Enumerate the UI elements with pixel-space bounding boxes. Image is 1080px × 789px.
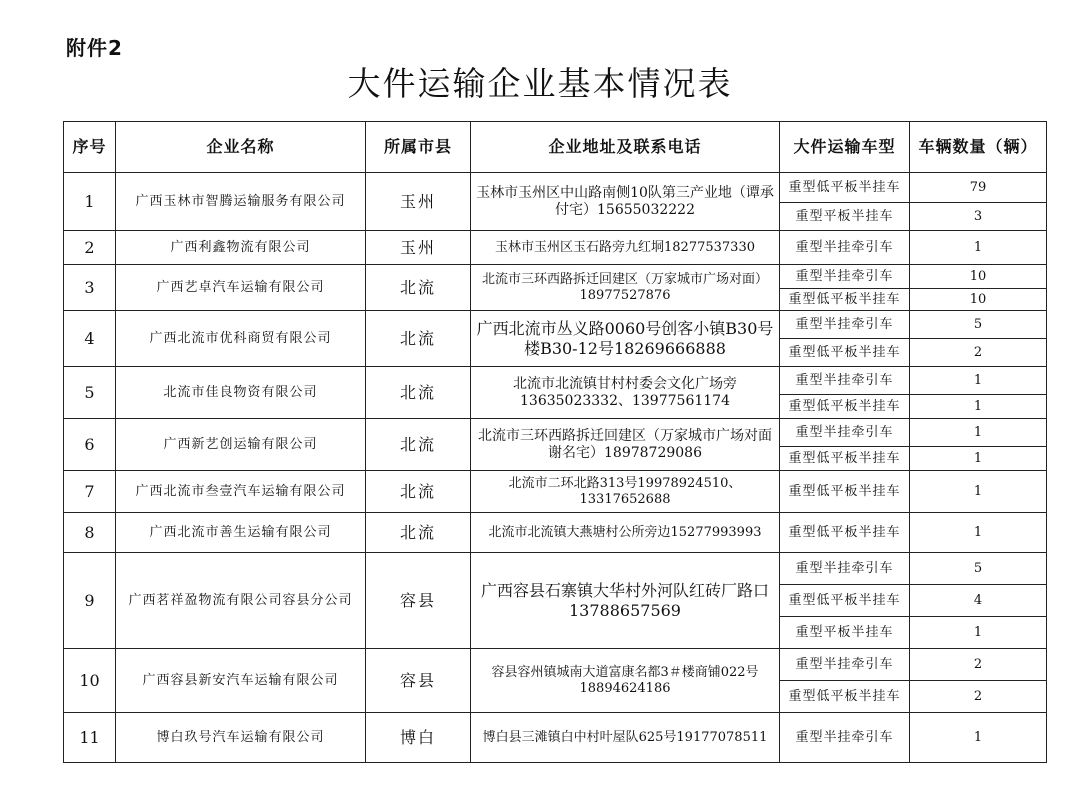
company-address: 广西容县石寨镇大华村外河队红砖厂路口13788657569 (471, 553, 780, 649)
table-row (64, 311, 1047, 339)
table-row (64, 513, 1047, 553)
vehicle-type: 重型低平板半挂车 (780, 173, 910, 203)
company-city: 北流 (366, 367, 471, 419)
vehicle-count: 79 (910, 173, 1047, 203)
row-number: 8 (64, 513, 116, 553)
header-vehicle-type: 大件运输车型 (780, 122, 910, 173)
vehicle-count: 1 (910, 395, 1047, 419)
company-city: 北流 (366, 311, 471, 367)
vehicle-count: 2 (910, 649, 1047, 681)
vehicle-type: 重型半挂牵引车 (780, 649, 910, 681)
annex-label: 附件2 (66, 36, 123, 60)
company-address: 玉林市玉州区玉石路旁九红垌18277537330 (471, 231, 780, 265)
company-name: 博白玖号汽车运输有限公司 (116, 713, 366, 763)
company-name: 广西新艺创运输有限公司 (116, 419, 366, 471)
vehicle-count: 2 (910, 339, 1047, 367)
company-name: 广西茗祥盈物流有限公司容县分公司 (116, 553, 366, 649)
vehicle-type: 重型低平板半挂车 (780, 585, 910, 617)
company-city: 北流 (366, 513, 471, 553)
vehicle-type: 重型半挂牵引车 (780, 419, 910, 447)
table-row (64, 419, 1047, 447)
vehicle-count: 5 (910, 311, 1047, 339)
enterprise-table (63, 121, 1047, 763)
row-number: 10 (64, 649, 116, 713)
vehicle-count: 1 (910, 447, 1047, 471)
vehicle-count: 4 (910, 585, 1047, 617)
vehicle-count: 1 (910, 713, 1047, 763)
row-number: 6 (64, 419, 116, 471)
vehicle-count: 2 (910, 681, 1047, 713)
company-city: 北流 (366, 265, 471, 311)
table-row (64, 265, 1047, 289)
vehicle-type: 重型低平板半挂车 (780, 395, 910, 419)
row-number: 7 (64, 471, 116, 513)
table-row (64, 553, 1047, 585)
vehicle-type: 重型平板半挂车 (780, 203, 910, 231)
company-city: 北流 (366, 419, 471, 471)
page-title: 大件运输企业基本情况表 (347, 64, 733, 103)
vehicle-count: 1 (910, 471, 1047, 513)
table-row (64, 649, 1047, 681)
company-address: 北流市三环西路拆迁回建区（万家城市广场对面谢名宅）18978729086 (471, 419, 780, 471)
table-row (64, 173, 1047, 203)
vehicle-count: 10 (910, 265, 1047, 289)
company-address: 博白县三滩镇白中村叶屋队625号19177078511 (471, 713, 780, 763)
row-number: 11 (64, 713, 116, 763)
row-number: 5 (64, 367, 116, 419)
vehicle-type: 重型半挂牵引车 (780, 553, 910, 585)
company-name: 广西容县新安汽车运输有限公司 (116, 649, 366, 713)
company-name: 广西北流市叁壹汽车运输有限公司 (116, 471, 366, 513)
vehicle-type: 重型低平板半挂车 (780, 681, 910, 713)
row-number: 2 (64, 231, 116, 265)
header-no: 序号 (64, 122, 116, 173)
vehicle-type: 重型半挂牵引车 (780, 231, 910, 265)
company-name: 北流市佳良物资有限公司 (116, 367, 366, 419)
vehicle-type: 重型低平板半挂车 (780, 447, 910, 471)
company-city: 容县 (366, 553, 471, 649)
company-address: 玉林市玉州区中山路南侧10队第三产业地（谭承付宅）15655032222 (471, 173, 780, 231)
header-address: 企业地址及联系电话 (471, 122, 780, 173)
company-address: 北流市北流镇甘村村委会文化广场旁13635023332、13977561174 (471, 367, 780, 419)
company-name: 广西玉林市智腾运输服务有限公司 (116, 173, 366, 231)
company-city: 容县 (366, 649, 471, 713)
vehicle-count: 10 (910, 289, 1047, 311)
table-header-row (64, 122, 1047, 173)
company-name: 广西北流市善生运输有限公司 (116, 513, 366, 553)
vehicle-type: 重型半挂牵引车 (780, 265, 910, 289)
company-address: 广西北流市丛义路0060号创客小镇B30号楼B30-12号18269666888 (471, 311, 780, 367)
row-number: 9 (64, 553, 116, 649)
company-address: 北流市三环西路拆迁回建区（万家城市广场对面）18977527876 (471, 265, 780, 311)
company-city: 玉州 (366, 231, 471, 265)
vehicle-type: 重型低平板半挂车 (780, 339, 910, 367)
table-row (64, 231, 1047, 265)
vehicle-count: 1 (910, 367, 1047, 395)
vehicle-type: 重型低平板半挂车 (780, 513, 910, 553)
company-address: 北流市北流镇大燕塘村公所旁边15277993993 (471, 513, 780, 553)
header-city: 所属市县 (366, 122, 471, 173)
vehicle-type: 重型平板半挂车 (780, 617, 910, 649)
vehicle-count: 1 (910, 513, 1047, 553)
company-city: 玉州 (366, 173, 471, 231)
company-name: 广西利鑫物流有限公司 (116, 231, 366, 265)
table-row (64, 471, 1047, 513)
company-name: 广西艺卓汽车运输有限公司 (116, 265, 366, 311)
company-address: 北流市二环北路313号19978924510、13317652688 (471, 471, 780, 513)
vehicle-type: 重型半挂牵引车 (780, 311, 910, 339)
row-number: 3 (64, 265, 116, 311)
vehicle-count: 1 (910, 231, 1047, 265)
company-city: 北流 (366, 471, 471, 513)
row-number: 4 (64, 311, 116, 367)
table-row (64, 367, 1047, 395)
vehicle-count: 1 (910, 419, 1047, 447)
company-address: 容县容州镇城南大道富康名都3＃楼商铺022号18894624186 (471, 649, 780, 713)
company-name: 广西北流市优科商贸有限公司 (116, 311, 366, 367)
vehicle-count: 1 (910, 617, 1047, 649)
company-city: 博白 (366, 713, 471, 763)
row-number: 1 (64, 173, 116, 231)
vehicle-type: 重型半挂牵引车 (780, 713, 910, 763)
vehicle-type: 重型低平板半挂车 (780, 289, 910, 311)
vehicle-type: 重型低平板半挂车 (780, 471, 910, 513)
table-row (64, 713, 1047, 763)
vehicle-type: 重型半挂牵引车 (780, 367, 910, 395)
vehicle-count: 3 (910, 203, 1047, 231)
vehicle-count: 5 (910, 553, 1047, 585)
header-count: 车辆数量（辆） (910, 122, 1047, 173)
header-name: 企业名称 (116, 122, 366, 173)
